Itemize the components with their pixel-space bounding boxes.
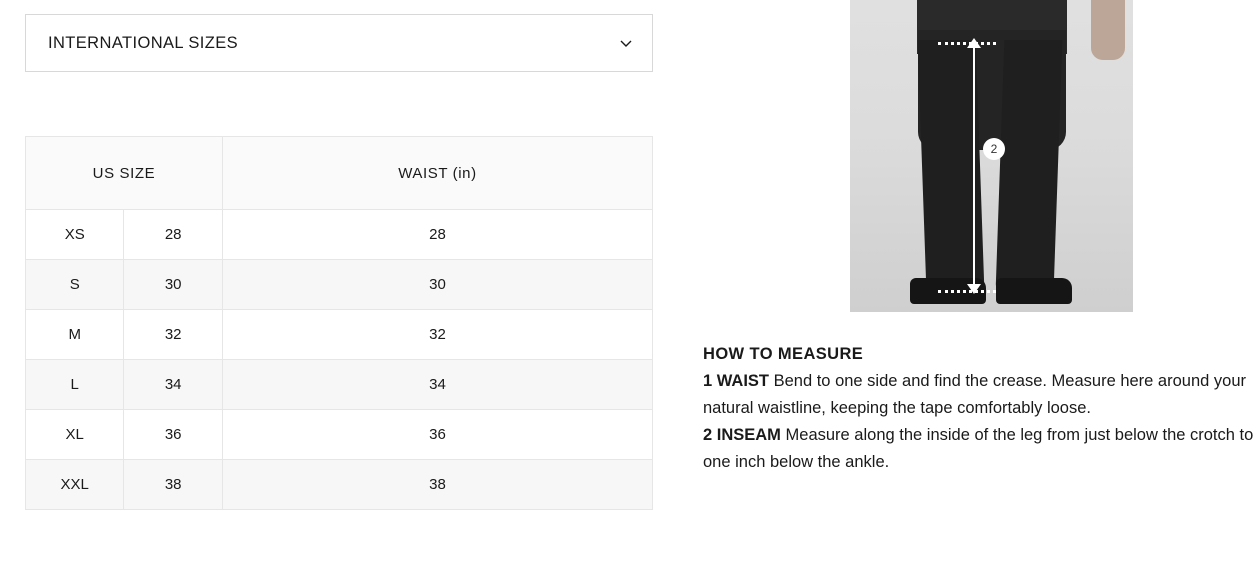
cell-us-size: XXL xyxy=(26,460,124,510)
figure-hand xyxy=(1091,0,1125,60)
inseam-arrow-down-icon xyxy=(967,284,981,294)
cell-us-size: XS xyxy=(26,210,124,260)
cell-waist: 34 xyxy=(222,360,652,410)
table-row xyxy=(26,410,653,460)
cell-waist: 30 xyxy=(222,260,652,310)
cell-waist: 38 xyxy=(222,460,652,510)
cell-us-size: M xyxy=(26,310,124,360)
table-row xyxy=(26,310,653,360)
cell-us-size: S xyxy=(26,260,124,310)
measure-instruction-inseam xyxy=(703,422,1255,476)
international-sizes-label: INTERNATIONAL SIZES xyxy=(48,33,239,52)
inseam-marker-badge: 2 xyxy=(983,138,1005,160)
figure-right-leg xyxy=(996,40,1063,290)
size-table xyxy=(25,136,653,510)
cell-numeric-size: 30 xyxy=(124,260,222,310)
table-row xyxy=(26,210,653,260)
figure-right-shoe xyxy=(996,278,1072,304)
inseam-arrow-up-icon xyxy=(967,38,981,48)
measure-instruction-waist-text: Bend to one side and find the crease. Measure here around your natural waistline, keeping the tape comfortably loose. xyxy=(703,372,1246,417)
chevron-down-icon[interactable] xyxy=(618,35,634,51)
measure-instruction-inseam-lead: 2 INSEAM xyxy=(703,426,781,444)
measure-instruction-waist xyxy=(703,368,1255,422)
cell-numeric-size: 28 xyxy=(124,210,222,260)
cell-numeric-size: 32 xyxy=(124,310,222,360)
how-to-measure-section xyxy=(703,341,1255,476)
cell-waist: 28 xyxy=(222,210,652,260)
size-table-body xyxy=(26,210,653,510)
inseam-measure-line xyxy=(973,44,975,292)
table-header-row xyxy=(26,137,653,210)
measure-instruction-inseam-text: Measure along the inside of the leg from just below the crotch to one inch below the ankle. xyxy=(703,426,1254,471)
table-row xyxy=(26,260,653,310)
cell-numeric-size: 36 xyxy=(124,410,222,460)
size-table-head xyxy=(26,137,653,210)
table-row xyxy=(26,360,653,410)
column-header-waist: WAIST (in) xyxy=(222,137,652,210)
size-chart-panel xyxy=(25,0,653,510)
international-sizes-dropdown[interactable] xyxy=(25,14,653,72)
column-header-us-size: US SIZE xyxy=(26,137,223,210)
cell-waist: 32 xyxy=(222,310,652,360)
cell-us-size: XL xyxy=(26,410,124,460)
cell-waist: 36 xyxy=(222,410,652,460)
measurement-figure-image xyxy=(850,0,1133,312)
cell-numeric-size: 38 xyxy=(124,460,222,510)
cell-us-size: L xyxy=(26,360,124,410)
cell-numeric-size: 34 xyxy=(124,360,222,410)
table-row xyxy=(26,460,653,510)
measure-instruction-waist-lead: 1 WAIST xyxy=(703,372,770,390)
how-to-measure-heading: HOW TO MEASURE xyxy=(703,345,864,363)
